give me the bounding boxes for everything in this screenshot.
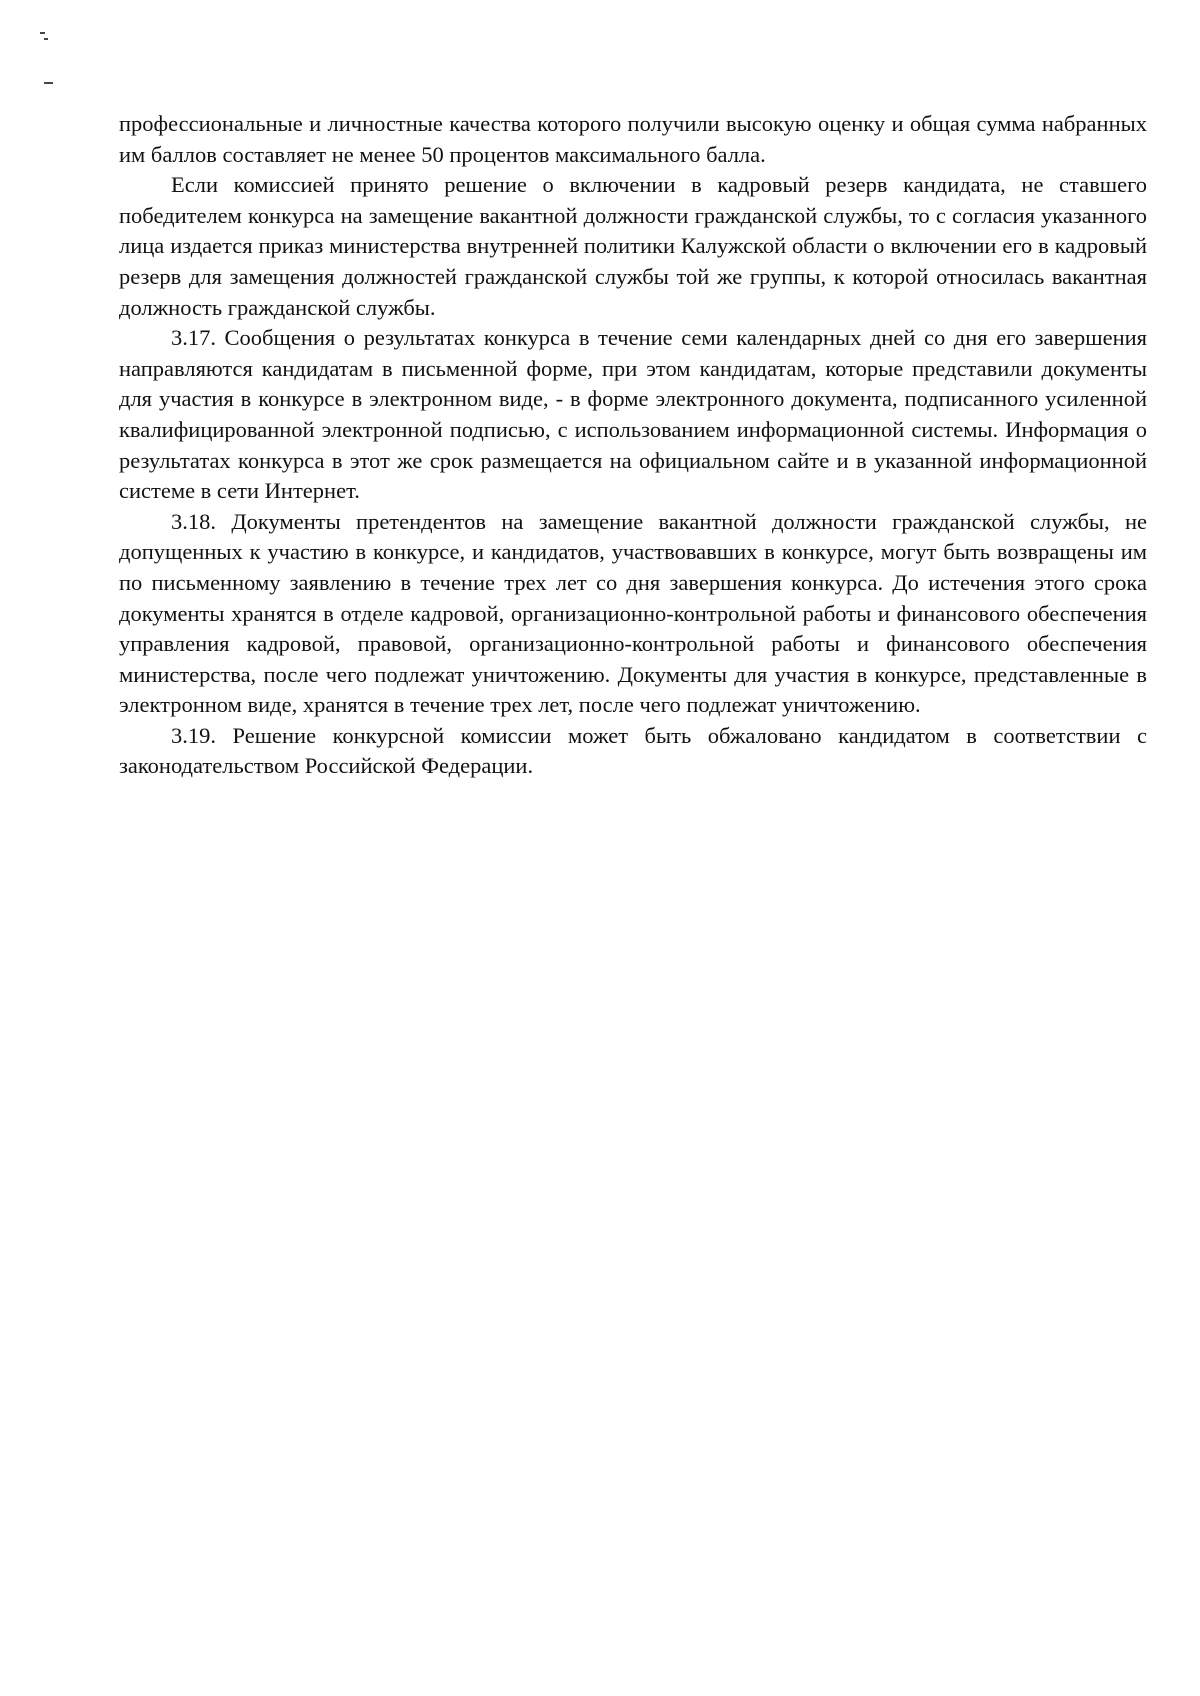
paragraph-3-18: 3.18. Документы претендентов на замещение вакантной должности гражданской службы, не допущенных к участию в конкурсе, и кандидатов, участвовавших в конкурсе, могут быть возвращены им по письменному заявлению в течение трех лет со дня завершения конкурса. До истечения этого срока документы хранятся в отделе кадровой, организационно-контрольной работы и финансового обеспечения управления кадровой, правовой, организационно-контрольной работы и финансового обеспечения министерства, после чего подлежат уничтожению. Документы для участия в конкурсе, представленные в электронном виде, хранятся в течение трех лет, после чего подлежат уничтожению. (119, 508, 1147, 718)
scan-artifact (44, 38, 48, 40)
scan-artifact (44, 82, 53, 84)
paragraph-3-19: 3.19. Решение конкурсной комиссии может быть обжаловано кандидатом в соответствии с законодательством Российской Федерации. (119, 722, 1147, 779)
paragraph-3-17: 3.17. Сообщения о результатах конкурса в течение семи календарных дней со дня его завершения направляются кандидатам в письменной форме, при этом кандидатам, которые представили документы для участия в конкурсе в электронном виде, - в форме электронного документа, подписанного усиленной квалифицированной электронной подписью, с использованием информационной системы. Информация о результатах конкурса в этот же срок размещается на официальном сайте и в указанной информационной системе в сети Интернет. (119, 325, 1147, 504)
paragraph-reserve: Если комиссией принято решение о включении в кадровый резерв кандидата, не ставшего победителем конкурса на замещение вакантной должности гражданской службы, то с согласия указанного лица издается приказ министерства внутренней политики Калужской области о включении его в кадровый резерв для замещения должностей гражданской службы той же группы, к которой относилась вакантная должность гражданской службы. (119, 172, 1147, 320)
paragraph-continuation: профессиональные и личностные качества которого получили высокую оценку и общая сумма набранных им баллов составляет не менее 50 процентов максимального балла. (119, 111, 1147, 167)
scan-artifact (40, 32, 45, 34)
document-body (119, 109, 1147, 782)
